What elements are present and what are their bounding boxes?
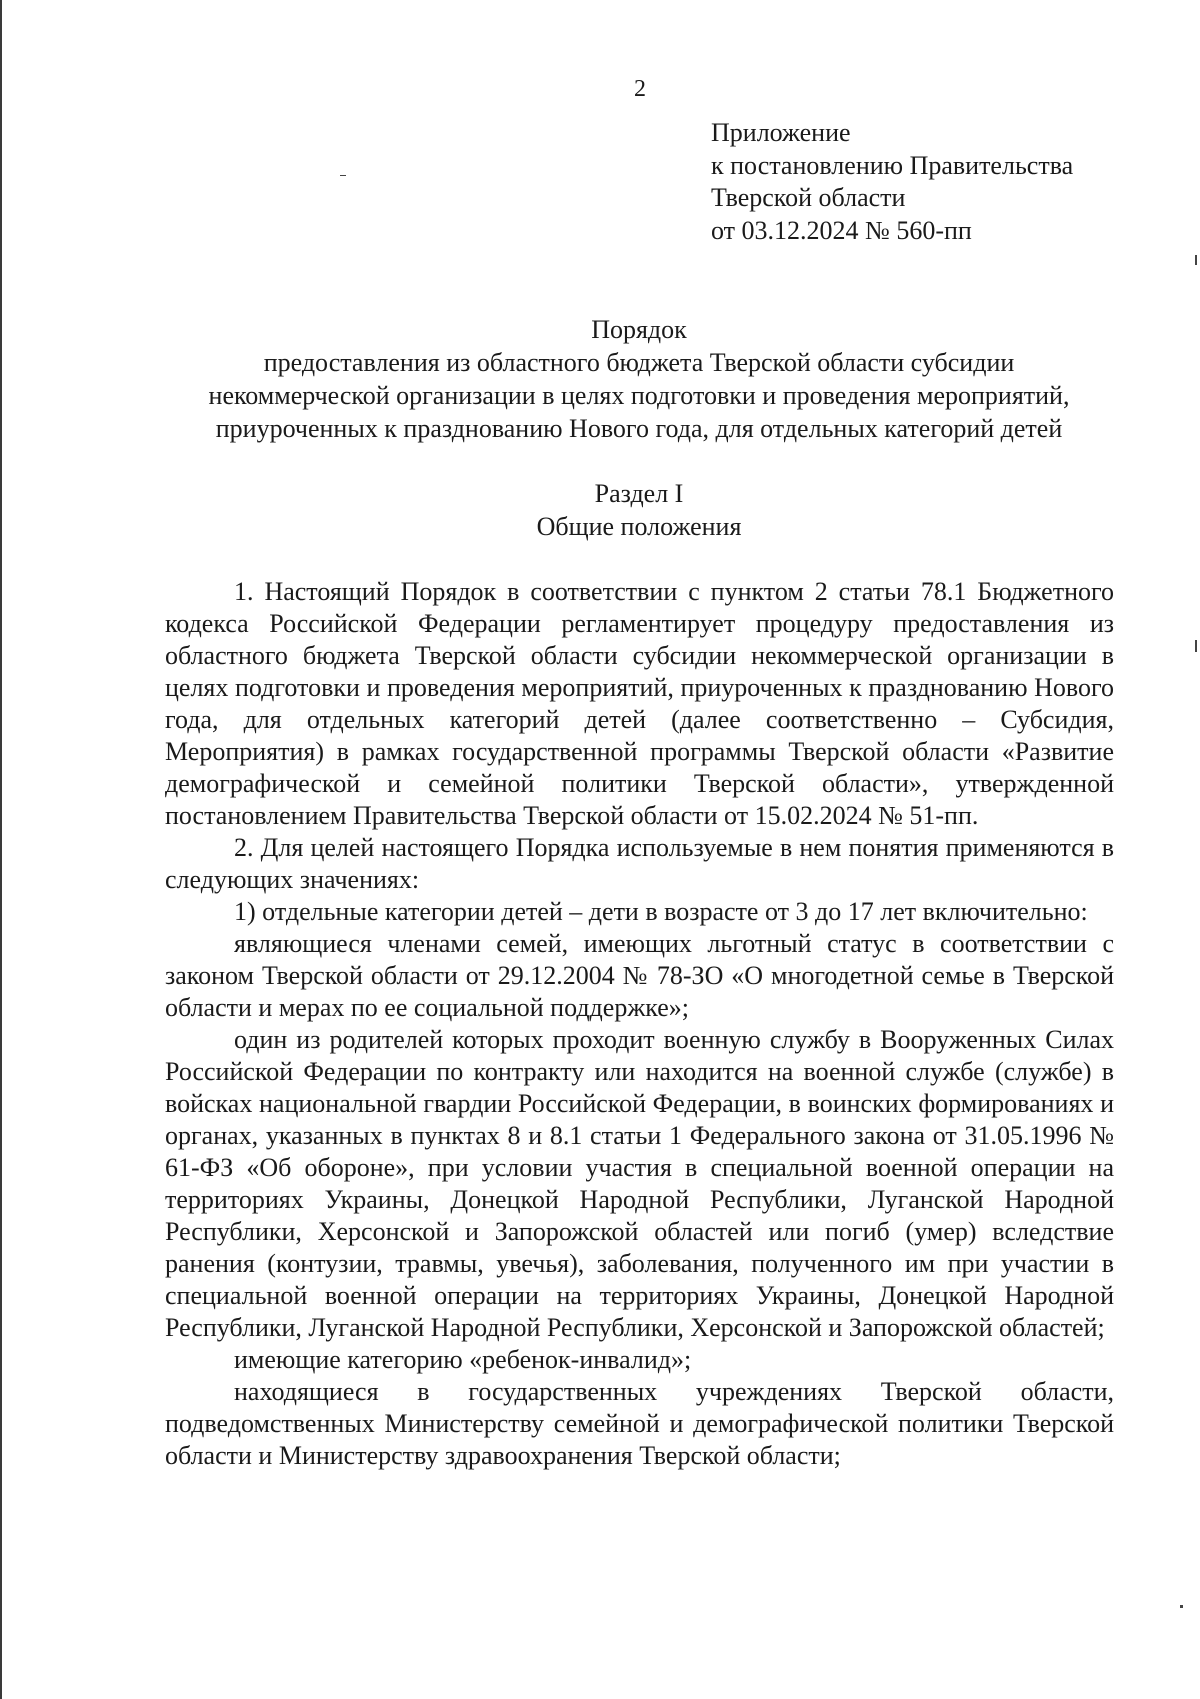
section-name: Общие положения <box>536 512 742 541</box>
page-number: 2 <box>634 76 646 102</box>
paragraph: находящиеся в государственных учреждениях Тверской области, подведомственных Министерству семейной и демографической политики Тверской области и Министерству здравоохранения Тверской области; <box>165 1377 1114 1470</box>
title-line: приуроченных к празднованию Нового года, для отдельных категорий детей <box>215 414 1063 443</box>
title-line: некоммерческой организации в целях подготовки и проведения мероприятий, <box>208 381 1070 410</box>
section-number: Раздел I <box>594 479 684 508</box>
document-title <box>150 313 1128 445</box>
section-heading <box>150 477 1128 543</box>
title-heading: Порядок <box>591 315 687 344</box>
paragraph: являющиеся членами семей, имеющих льготный статус в соответствии с законом Тверской области от 29.12.2004 № 78-ЗО «О многодетной семье в Тверской области и мерах по ее социальной поддержке»; <box>165 929 1114 1022</box>
scan-speck <box>1195 640 1197 652</box>
scan-speck <box>340 175 346 176</box>
paragraph: 1) отдельные категории детей – дети в возрасте от 3 до 17 лет включительно: <box>234 897 1088 926</box>
scan-speck <box>1180 1605 1183 1608</box>
approval-line: от 03.12.2024 № 560-пп <box>711 215 972 245</box>
scan-edge-line <box>0 0 2 1699</box>
paragraph: 1. Настоящий Порядок в соответствии с пунктом 2 статьи 78.1 Бюджетного кодекса Российской Федерации регламентирует процедуру предоставления из областного бюджета Тверской области субсидии некоммерческой организации в целях подготовки и проведения мероприятий, приуроченных к празднованию Нового года, для отдельных категорий детей (далее соответственно – Субсидия, Мероприятия) в рамках государственной программы Тверской области «Развитие демографической и семейной политики Тверской области», утвержденной постановлением Правительства Тверской области от 15.02.2024 № 51-пп. <box>165 577 1114 830</box>
approval-line: Тверской области <box>711 183 906 212</box>
paragraph: один из родителей которых проходит военную службу в Вооруженных Силах Российской Федерации по контракту или находится на военной службе (службе) в войсках национальной гвардии Российской Федерации, в воинских формированиях и органах, указанных в пунктах 8 и 8.1 статьи 1 Федерального закона от 31.05.1996 № 61-ФЗ «Об обороне», при условии участия в специальной военной операции на территориях Украины, Донецкой Народной Республики, Луганской Народной Республики, Херсонской и Запорожской областей или погиб (умер) вследствие ранения (контузии, травмы, увечья), заболевания, полученного им при участии в специальной военной операции на территориях Украины, Донецкой Народной Республики, Луганской Народной Республики, Херсонской и Запорожской областей; <box>165 1025 1114 1342</box>
title-line: предоставления из областного бюджета Тверской области субсидии <box>263 348 1015 377</box>
approval-line: к постановлению Правительства <box>711 150 1074 180</box>
paragraph: имеющие категорию «ребенок-инвалид»; <box>234 1345 692 1374</box>
paragraph: 2. Для целей настоящего Порядка используемые в нем понятия применяются в следующих значениях: <box>165 833 1114 894</box>
approval-line: Приложение <box>711 118 851 147</box>
approval-block <box>711 117 1073 247</box>
body-text <box>165 576 1114 1472</box>
scan-speck <box>1195 255 1197 265</box>
